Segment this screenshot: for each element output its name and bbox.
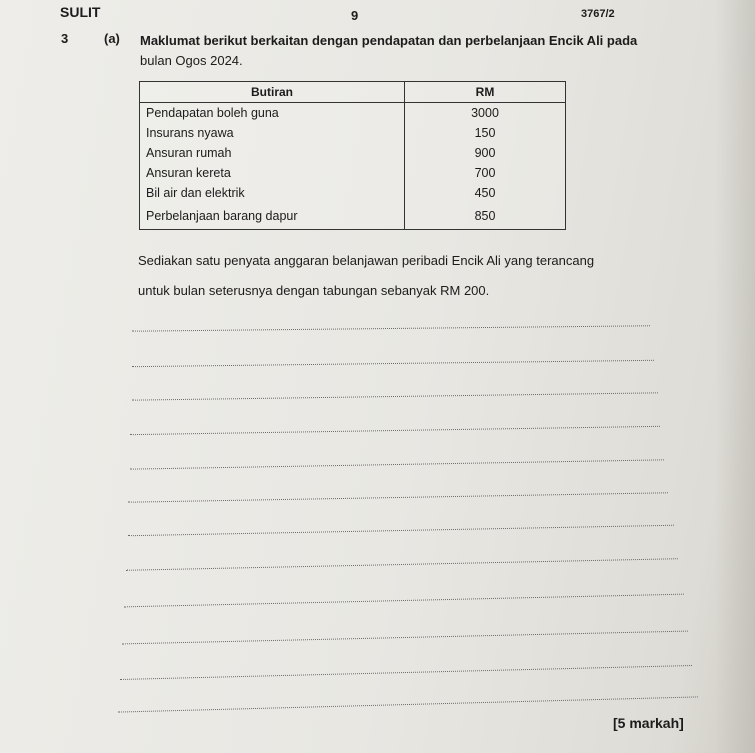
answer-line[interactable]: [126, 558, 678, 571]
income-expense-table: [139, 81, 566, 230]
row-item: Pendapatan boleh guna: [140, 103, 405, 124]
table-row: [140, 183, 566, 203]
question-number: 3: [61, 31, 69, 46]
answer-line[interactable]: [122, 631, 688, 645]
question-text-line-1: Maklumat berikut berkaitan dengan pendapatan dan perbelanjaan Encik Ali pada: [140, 33, 638, 48]
header-butiran: Butiran: [140, 82, 405, 103]
sulit-label: SULIT: [60, 4, 101, 20]
answer-line[interactable]: [132, 325, 650, 331]
question-part: (a): [104, 31, 120, 46]
answer-line[interactable]: [130, 426, 660, 435]
answer-line[interactable]: [128, 525, 674, 536]
answer-line[interactable]: [132, 360, 654, 367]
instruction-text: [138, 246, 658, 306]
answer-line[interactable]: [124, 594, 684, 608]
page-number: 9: [351, 8, 359, 23]
answer-line[interactable]: [128, 492, 668, 502]
paper-code: 3767/2: [581, 8, 615, 20]
page-edge-shadow: [715, 0, 755, 753]
row-amount: 450: [405, 183, 566, 203]
row-item: Insurans nyawa: [140, 123, 405, 143]
answer-line[interactable]: [120, 665, 692, 680]
table-row: [140, 203, 566, 230]
answer-line[interactable]: [132, 392, 658, 400]
row-amount: 150: [405, 123, 566, 143]
answer-line[interactable]: [130, 459, 664, 469]
instruction-line-1: Sediakan satu penyata anggaran belanjawan peribadi Encik Ali yang terancang: [138, 253, 595, 268]
table-row: [140, 163, 566, 183]
question-text-line-2: bulan Ogos 2024.: [140, 53, 243, 68]
instruction-line-2: untuk bulan seterusnya dengan tabungan sebanyak RM 200.: [138, 283, 490, 298]
row-item: Bil air dan elektrik: [140, 183, 405, 203]
row-amount: 850: [405, 203, 566, 230]
row-amount: 3000: [405, 103, 566, 124]
question-text: [140, 31, 640, 71]
row-item: Ansuran kereta: [140, 163, 405, 183]
header-rm: RM: [405, 82, 566, 103]
row-amount: 700: [405, 163, 566, 183]
table-header-row: [140, 82, 566, 103]
row-amount: 900: [405, 143, 566, 163]
answer-line[interactable]: [118, 696, 698, 712]
table-row: [140, 103, 566, 124]
marks-label: [5 markah]: [613, 715, 684, 731]
row-item: Ansuran rumah: [140, 143, 405, 163]
table-row: [140, 143, 566, 163]
row-item: Perbelanjaan barang dapur: [140, 203, 405, 230]
table-row: [140, 123, 566, 143]
